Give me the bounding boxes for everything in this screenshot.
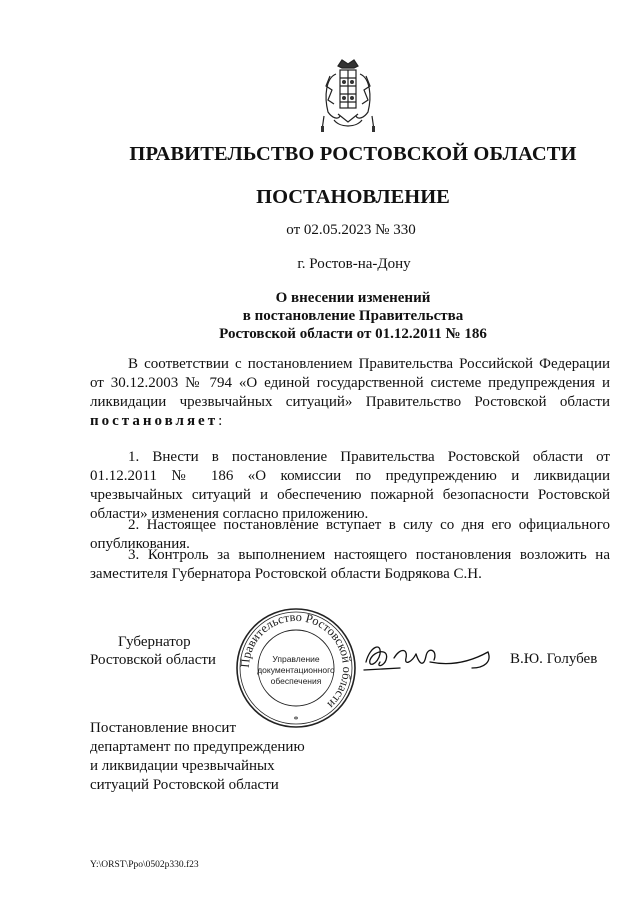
item-3-text: 3. Контроль за выполнением настоящего постановления возложить на заместителя Губернатора Ростовской области Бодрякова С.Н. — [90, 547, 610, 582]
signatory-name: В.Ю. Голубев — [510, 651, 598, 667]
signatory-position — [90, 633, 216, 669]
title-line-1: О внесении изменений — [275, 290, 431, 306]
seal-center-line-1: Управление — [272, 654, 320, 664]
preamble-paragraph — [90, 355, 610, 431]
city: г. Ростов-на-Дону — [297, 256, 411, 272]
item-1-paragraph — [90, 448, 610, 524]
document-type: ПОСТАНОВЛЕНИЕ — [256, 186, 450, 208]
handwritten-signature — [360, 632, 500, 682]
preamble-text: В соответствии с постановлением Правительства Российской Федерации от 30.12.2003 № 794 «О единой государственной системе предупреждения и ликвидации чрезвычайных ситуаций» Правительство Ростовской области — [90, 356, 610, 410]
coat-of-arms-emblem — [316, 56, 380, 136]
official-seal — [234, 606, 358, 730]
position-line-1: Губернатор — [118, 634, 191, 650]
submitter-line-3: и ликвидации чрезвычайных — [90, 758, 275, 774]
government-name: ПРАВИТЕЛЬСТВО РОСТОВСКОЙ ОБЛАСТИ — [129, 143, 577, 165]
seal-center-line-2: документационного — [257, 665, 335, 675]
decree-colon: : — [218, 413, 223, 429]
submitter-line-2: департамент по предупреждению — [90, 739, 305, 755]
submitter-line-1: Постановление вносит — [90, 720, 237, 736]
date-and-number: от 02.05.2023 № 330 — [286, 222, 416, 238]
seal-ring-text: Правительство Ростовской области — [237, 609, 355, 712]
item-1-text: 1. Внести в постановление Правительства Ростовской области от 01.12.2011 № 186 «О комиссии по предупреждению и ликвидации чрезвычайных ситуаций и обеспечению пожарной безопасности Ростовской области» изменения согласно приложению. — [90, 449, 610, 522]
decree-word: постановляет — [90, 413, 219, 429]
submitter-note — [90, 719, 305, 795]
file-path: Y:\ORST\Ppo\0502p330.f23 — [90, 860, 199, 870]
submitter-line-4: ситуаций Ростовской области — [90, 777, 279, 793]
title-line-3: Ростовской области от 01.12.2011 № 186 — [219, 326, 487, 342]
seal-star: * — [293, 715, 299, 726]
document-title — [0, 289, 640, 343]
item-3-paragraph — [90, 546, 610, 584]
item-2-text: 2. Настоящее постановление вступает в силу со дня его официального опубликования. — [90, 517, 610, 552]
seal-center-line-3: обеспечения — [270, 676, 322, 686]
title-line-2: в постановление Правительства — [242, 308, 464, 324]
position-line-2: Ростовской области — [90, 652, 216, 668]
